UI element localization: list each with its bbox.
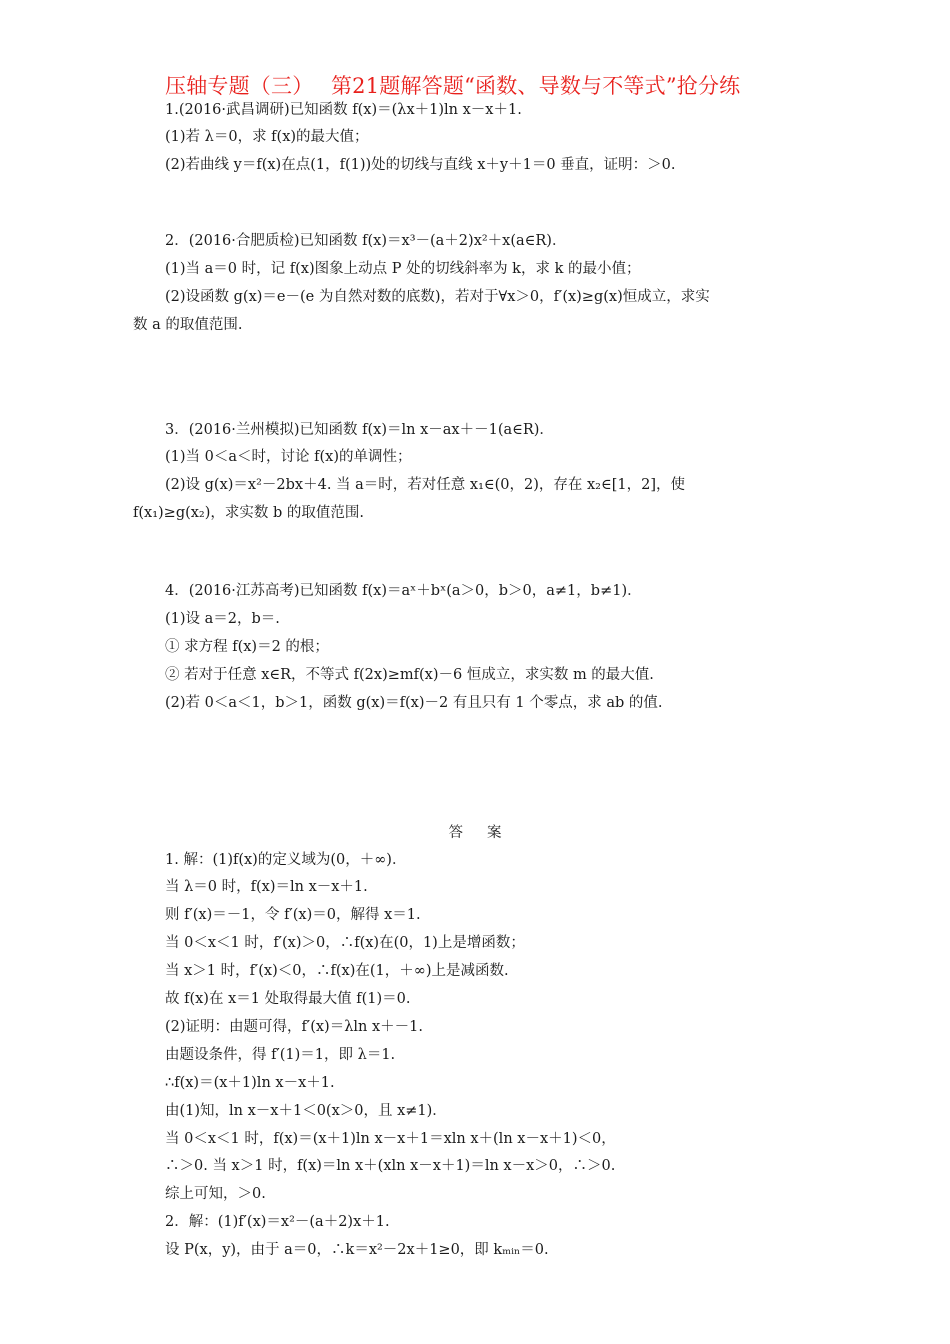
problem-4-part-1-item-1: ① 求方程 f(x)＝2 的根；	[165, 639, 329, 655]
problem-2-statement: 2．(2016·合肥质检)已知函数 f(x)＝x³－(a＋2)x²＋x(a∈R)．	[165, 233, 567, 249]
answer-line: 2．解：(1)f′(x)＝x²－(a＋2)x＋1.	[165, 1214, 390, 1230]
answer-line: 当 λ＝0 时，f(x)＝ln x－x＋1.	[165, 879, 368, 895]
answer-line: 1. 解：(1)f(x)的定义域为(0，＋∞)．	[165, 852, 407, 868]
problem-2-part-2: (2)设函数 g(x)＝e－(e 为自然对数的底数)，若对于∀x＞0，f′(x)≥g(x)恒成立，求实	[165, 289, 710, 305]
problem-3-part-2-continued: f(x₁)≥g(x₂)，求实数 b 的取值范围.	[133, 505, 365, 521]
document-title: 压轴专题（三） 第21题解答题“函数、导数与不等式”抢分练	[165, 74, 741, 98]
answer-line: 故 f(x)在 x＝1 处取得最大值 f(1)＝0.	[165, 991, 411, 1007]
answer-line: 则 f′(x)＝－1，令 f′(x)＝0，解得 x＝1.	[165, 907, 421, 923]
answer-line: 由(1)知，ln x－x＋1＜0(x＞0，且 x≠1)．	[165, 1103, 447, 1119]
problem-1-part-1: (1)若 λ＝0，求 f(x)的最大值；	[165, 129, 369, 145]
answer-line: 由题设条件，得 f′(1)＝1，即 λ＝1.	[165, 1047, 396, 1063]
answer-line: 当 x＞1 时，f′(x)＜0，∴f(x)在(1，＋∞)上是减函数.	[165, 963, 509, 979]
answer-heading: 答案	[448, 825, 526, 841]
answer-line: 当 0＜x＜1 时，f(x)＝(x＋1)ln x－x＋1＝xln x＋(ln x－x＋1)＜0，	[165, 1131, 616, 1147]
answer-line: 设 P(x，y)，由于 a＝0，∴k＝x²－2x＋1≥0，即 kₘᵢₙ＝0.	[165, 1242, 549, 1258]
answer-line: 当 0＜x＜1 时，f′(x)＞0，∴f(x)在(0，1)上是增函数；	[165, 935, 525, 951]
problem-4-part-1-item-2: ② 若对于任意 x∈R，不等式 f(2x)≥mf(x)－6 恒成立，求实数 m 的最大值.	[165, 667, 654, 683]
answer-line: 综上可知，＞0.	[165, 1186, 266, 1202]
problem-3-part-2: (2)设 g(x)＝x²－2bx＋4. 当 a＝时，若对任意 x₁∈(0，2)，存在 x₂∈[1，2]，使	[165, 477, 685, 493]
answer-line: (2)证明：由题可得，f′(x)＝λln x＋－1.	[165, 1019, 423, 1035]
problem-3-statement: 3．(2016·兰州模拟)已知函数 f(x)＝ln x－ax＋－1(a∈R)．	[165, 422, 554, 438]
answer-line: ∴f(x)＝(x＋1)ln x－x＋1.	[165, 1075, 335, 1091]
problem-1-part-2: (2)若曲线 y＝f(x)在点(1，f(1))处的切线与直线 x＋y＋1＝0 垂直，证明：＞0.	[165, 157, 676, 173]
problem-4-part-1: (1)设 a＝2，b＝.	[165, 611, 280, 627]
problem-4-statement: 4．(2016·江苏高考)已知函数 f(x)＝aˣ＋bˣ(a＞0，b＞0，a≠1，b≠1)．	[165, 583, 642, 599]
problem-2-part-2-continued: 数 a 的取值范围.	[133, 317, 243, 333]
problem-1-statement: 1.(2016·武昌调研)已知函数 f(x)＝(λx＋1)ln x－x＋1.	[165, 102, 522, 118]
answer-line: ∴＞0. 当 x＞1 时，f(x)＝ln x＋(xln x－x＋1)＝ln x－x＞0，∴＞0.	[165, 1158, 616, 1174]
problem-4-part-2: (2)若 0＜a＜1，b＞1，函数 g(x)＝f(x)－2 有且只有 1 个零点，求 ab 的值.	[165, 695, 663, 711]
problem-3-part-1: (1)当 0＜a＜时，讨论 f(x)的单调性；	[165, 449, 412, 465]
problem-2-part-1: (1)当 a＝0 时，记 f(x)图象上动点 P 处的切线斜率为 k，求 k 的最小值；	[165, 261, 641, 277]
